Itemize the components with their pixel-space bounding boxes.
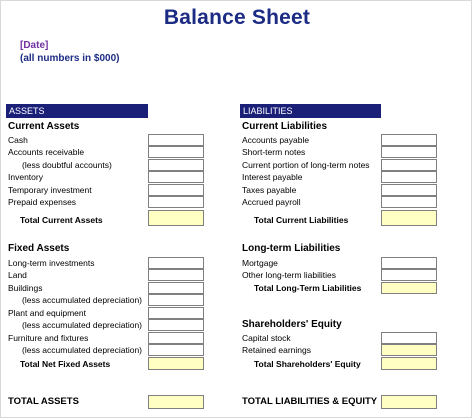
- inventory-input[interactable]: [148, 171, 204, 183]
- asset-item-plant-depreciation: (less accumulated depreciation): [22, 320, 143, 330]
- date-placeholder[interactable]: [Date]: [20, 40, 49, 51]
- current-portion-notes-input[interactable]: [381, 159, 437, 171]
- liability-item-taxes-payable: Taxes payable: [242, 185, 297, 195]
- short-term-notes-input[interactable]: [381, 146, 437, 158]
- furniture-depreciation-input[interactable]: [148, 344, 204, 356]
- total-long-term-liabilities-label: Total Long-Term Liabilities: [254, 283, 362, 293]
- total-long-term-liabilities-cell[interactable]: [381, 282, 437, 294]
- asset-item-inventory: Inventory: [8, 172, 43, 182]
- shareholders-equity-title: Shareholders' Equity: [242, 319, 342, 330]
- equity-item-retained-earnings: Retained earnings: [242, 345, 311, 355]
- asset-item-buildings: Buildings: [8, 283, 43, 293]
- total-shareholders-equity-cell[interactable]: [381, 357, 437, 370]
- total-liabilities-equity-cell[interactable]: [381, 395, 437, 409]
- plant-equipment-input[interactable]: [148, 307, 204, 319]
- liability-item-accounts-payable: Accounts payable: [242, 135, 310, 145]
- accounts-receivable-input[interactable]: [148, 146, 204, 158]
- liability-item-interest-payable: Interest payable: [242, 172, 303, 182]
- capital-stock-input[interactable]: [381, 332, 437, 344]
- total-current-liabilities-label: Total Current Liabilities: [254, 215, 349, 225]
- liabilities-header: LIABILITIES: [240, 104, 381, 118]
- interest-payable-input[interactable]: [381, 171, 437, 183]
- total-assets-cell[interactable]: [148, 395, 204, 409]
- buildings-depreciation-input[interactable]: [148, 294, 204, 306]
- total-current-assets-label: Total Current Assets: [20, 215, 103, 225]
- buildings-input[interactable]: [148, 282, 204, 294]
- asset-item-long-term-investments: Long-term investments: [8, 258, 95, 268]
- land-input[interactable]: [148, 269, 204, 281]
- mortgage-input[interactable]: [381, 257, 437, 269]
- total-net-fixed-assets-label: Total Net Fixed Assets: [20, 359, 111, 369]
- page-title: Balance Sheet: [163, 6, 311, 29]
- liability-item-short-term-notes: Short-term notes: [242, 147, 306, 157]
- cash-input[interactable]: [148, 134, 204, 146]
- total-liabilities-equity-label: TOTAL LIABILITIES & EQUITY: [242, 396, 378, 407]
- plant-depreciation-input[interactable]: [148, 319, 204, 331]
- accrued-payroll-input[interactable]: [381, 196, 437, 208]
- equity-item-capital-stock: Capital stock: [242, 333, 291, 343]
- liability-item-mortgage: Mortgage: [242, 258, 278, 268]
- units-note: (all numbers in $000): [20, 53, 120, 64]
- liability-item-current-portion-notes: Current portion of long-term notes: [242, 160, 370, 170]
- other-long-term-input[interactable]: [381, 269, 437, 281]
- total-assets-label: TOTAL ASSETS: [8, 396, 79, 407]
- asset-item-furniture-depreciation: (less accumulated depreciation): [22, 345, 143, 355]
- total-net-fixed-assets-cell[interactable]: [148, 357, 204, 370]
- long-term-investments-input[interactable]: [148, 257, 204, 269]
- taxes-payable-input[interactable]: [381, 184, 437, 196]
- asset-item-cash: Cash: [8, 135, 28, 145]
- liability-item-accrued-payroll: Accrued payroll: [242, 197, 301, 207]
- current-liabilities-title: Current Liabilities: [242, 121, 328, 132]
- retained-earnings-input[interactable]: [381, 344, 437, 356]
- total-current-liabilities-cell[interactable]: [381, 210, 437, 226]
- temporary-investment-input[interactable]: [148, 184, 204, 196]
- liability-item-other-long-term: Other long-term liabilities: [242, 270, 337, 280]
- accounts-payable-input[interactable]: [381, 134, 437, 146]
- assets-header: ASSETS: [6, 104, 148, 118]
- prepaid-expenses-input[interactable]: [148, 196, 204, 208]
- asset-item-temporary-investment: Temporary investment: [8, 185, 92, 195]
- asset-item-plant-equipment: Plant and equipment: [8, 308, 86, 318]
- doubtful-accounts-input[interactable]: [148, 159, 204, 171]
- total-current-assets-cell[interactable]: [148, 210, 204, 226]
- asset-item-prepaid-expenses: Prepaid expenses: [8, 197, 77, 207]
- total-shareholders-equity-label: Total Shareholders' Equity: [254, 359, 361, 369]
- fixed-assets-title: Fixed Assets: [8, 243, 70, 254]
- asset-item-accounts-receivable: Accounts receivable: [8, 147, 85, 157]
- asset-item-land: Land: [8, 270, 27, 280]
- furniture-fixtures-input[interactable]: [148, 332, 204, 344]
- asset-item-furniture-fixtures: Furniture and fixtures: [8, 333, 89, 343]
- asset-item-doubtful-accounts: (less doubtful accounts): [22, 160, 112, 170]
- current-assets-title: Current Assets: [8, 121, 80, 132]
- long-term-liabilities-title: Long-term Liabilities: [242, 243, 341, 254]
- asset-item-buildings-depreciation: (less accumulated depreciation): [22, 295, 143, 305]
